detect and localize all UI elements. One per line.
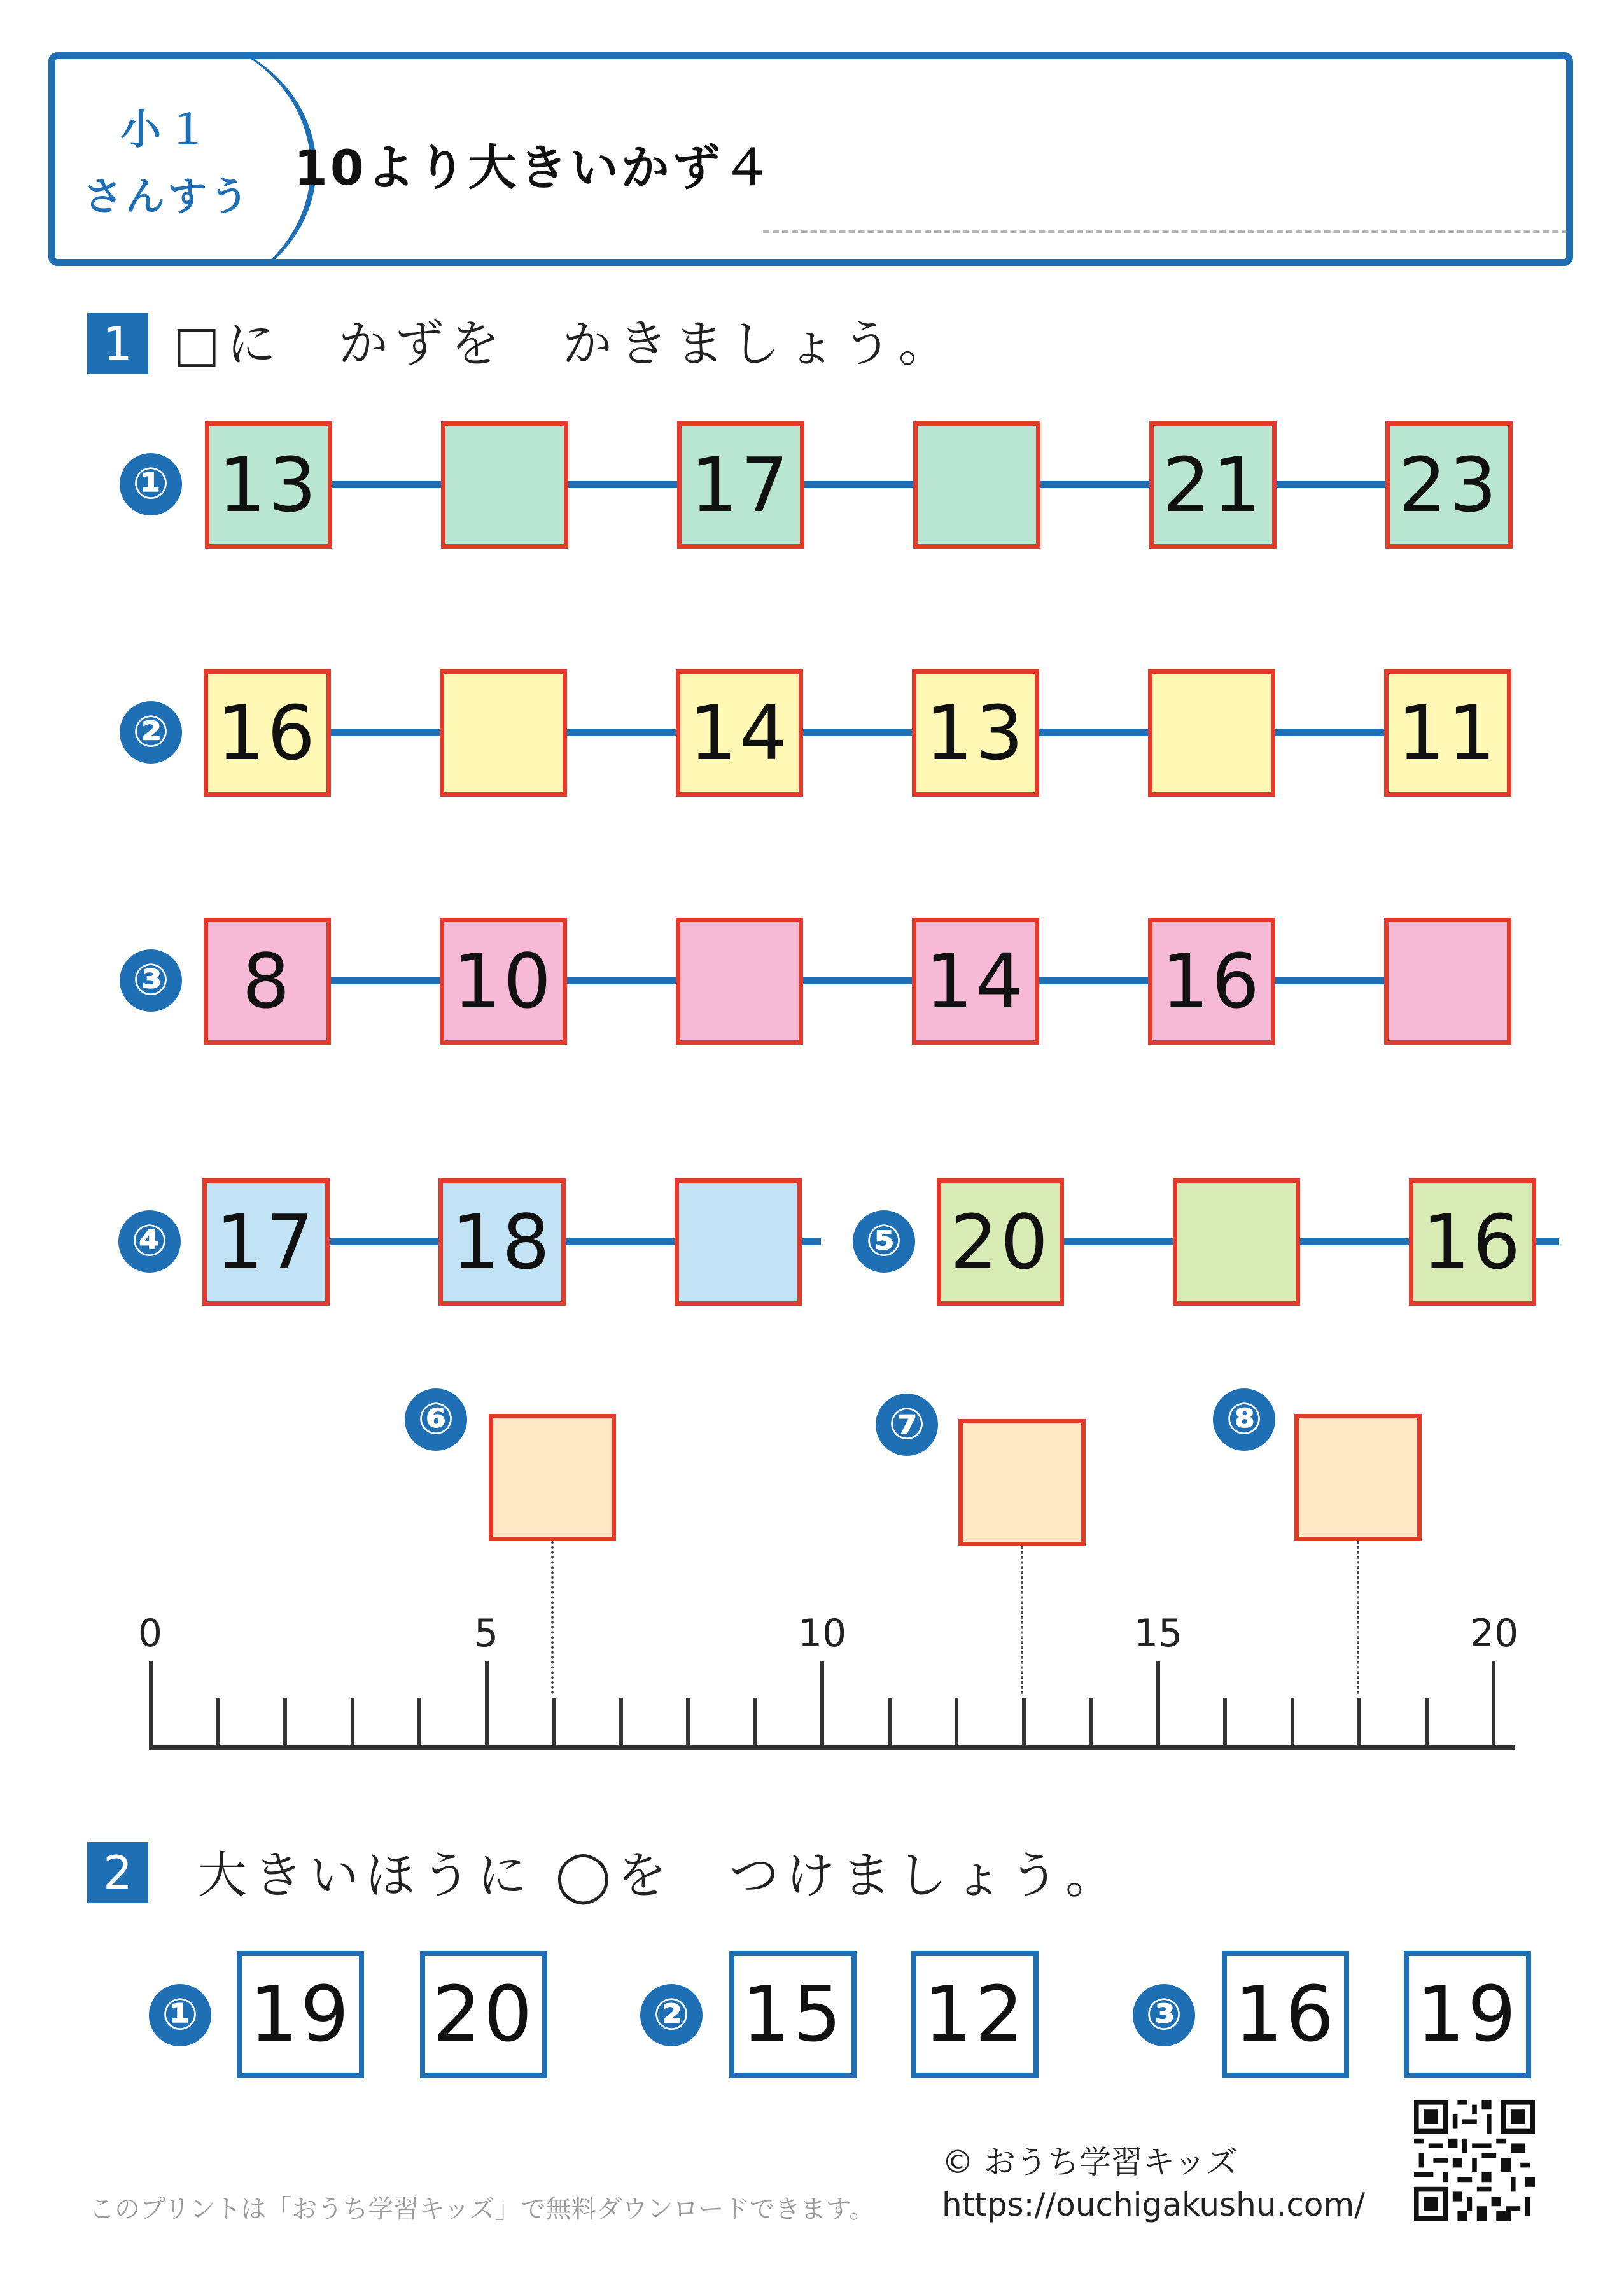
- row-1-cell-5: 21: [1149, 421, 1277, 549]
- number-line-label-10: 10: [797, 1611, 847, 1656]
- worksheet-title: 10より大きいかず４: [294, 139, 774, 196]
- nl-question-6-answer-box[interactable]: [489, 1414, 616, 1541]
- row-2-label: ②: [120, 701, 182, 764]
- row-3-cell-3-answer[interactable]: [676, 918, 803, 1045]
- row-2-cell-6: 11: [1384, 669, 1511, 797]
- number-line-tick-12: [955, 1698, 958, 1747]
- row-3-cell-6-answer[interactable]: [1384, 918, 1511, 1045]
- number-line-label-0: 0: [137, 1611, 163, 1656]
- number-line-axis: [149, 1745, 1515, 1750]
- row-2-cell-2-answer[interactable]: [440, 669, 567, 797]
- row-3-connector-line: [210, 977, 1508, 984]
- row-1-connector-line: [210, 481, 1508, 488]
- row-2-connector-line: [210, 729, 1508, 736]
- row-1-cell-4-answer[interactable]: [913, 421, 1040, 549]
- nl-question-7-label: ⑦: [876, 1394, 938, 1456]
- section-2-number: 2: [87, 1842, 148, 1903]
- section-2-instruction: 大きいほうに ◯を つけましょう。: [197, 1847, 1122, 1904]
- nl-question-6-label: ⑥: [405, 1388, 467, 1451]
- number-line-tick-8: [686, 1698, 690, 1747]
- section-1-instruction: □に かずを かきましょう。: [173, 316, 955, 373]
- pair-1-choice-a[interactable]: 19: [237, 1951, 364, 2078]
- footer-note: このプリントは「おうち学習キッズ」で無料ダウンロードできます。: [89, 2195, 875, 2224]
- pair-3-label: ③: [1133, 1984, 1195, 2046]
- pair-1-label: ①: [149, 1984, 211, 2046]
- row-3-cell-1: 8: [204, 918, 331, 1045]
- row-3-label: ③: [120, 949, 182, 1012]
- number-line-tick-2: [283, 1698, 287, 1747]
- pair-2-choice-b[interactable]: 12: [911, 1951, 1039, 2078]
- qr-code-icon[interactable]: [1414, 2100, 1535, 2221]
- number-line-tick-4: [417, 1698, 421, 1747]
- nl-question-8-label: ⑧: [1213, 1388, 1275, 1451]
- section-1-number: 1: [87, 313, 148, 374]
- number-line-tick-11: [888, 1698, 892, 1747]
- subject-label: さんすう: [83, 173, 251, 220]
- number-line-tick-15: [1156, 1661, 1160, 1747]
- number-line-tick-18: [1357, 1698, 1361, 1747]
- number-line-tick-0: [149, 1661, 153, 1747]
- row-1-label: ①: [120, 453, 182, 515]
- pair-3-choice-b[interactable]: 19: [1404, 1951, 1531, 2078]
- nl-question-7-answer-box[interactable]: [958, 1419, 1086, 1546]
- site-url-link[interactable]: https://ouchigakushu.com/: [942, 2186, 1366, 2223]
- row-2-cell-5-answer[interactable]: [1148, 669, 1275, 797]
- number-line-tick-9: [753, 1698, 757, 1747]
- row-1-cell-6: 23: [1385, 421, 1513, 549]
- nl-question-7-pointer: [1021, 1546, 1023, 1694]
- row-5-cell-3: 16: [1409, 1178, 1536, 1306]
- row-3-cell-4: 14: [912, 918, 1039, 1045]
- number-line-tick-14: [1089, 1698, 1093, 1747]
- pair-3-choice-a[interactable]: 16: [1222, 1951, 1349, 2078]
- nl-question-8-answer-box[interactable]: [1294, 1414, 1422, 1541]
- header-arc-divider: [48, 52, 316, 266]
- number-line-label-15: 15: [1133, 1611, 1183, 1656]
- row-1-cell-2-answer[interactable]: [441, 421, 568, 549]
- row-2-cell-1: 16: [204, 669, 331, 797]
- nl-question-6-pointer: [551, 1541, 554, 1694]
- number-line-tick-3: [351, 1698, 354, 1747]
- row-4-label: ④: [118, 1210, 181, 1273]
- number-line-label-5: 5: [473, 1611, 499, 1656]
- row-1-cell-3: 17: [677, 421, 804, 549]
- row-3-cell-5: 16: [1148, 918, 1275, 1045]
- pair-1-choice-b[interactable]: 20: [420, 1951, 547, 2078]
- name-write-line[interactable]: [763, 230, 1573, 233]
- number-line-tick-1: [216, 1698, 220, 1747]
- number-line-tick-19: [1425, 1698, 1429, 1747]
- number-line-tick-17: [1291, 1698, 1294, 1747]
- row-4-cell-3-answer[interactable]: [675, 1178, 802, 1306]
- number-line-tick-10: [820, 1661, 824, 1747]
- row-1-cell-1: 13: [205, 421, 332, 549]
- number-line-label-20: 20: [1469, 1611, 1519, 1656]
- row-4-cell-2: 18: [438, 1178, 566, 1306]
- grade-label: 小１: [120, 107, 214, 154]
- row-2-cell-3: 14: [676, 669, 803, 797]
- pair-2-choice-a[interactable]: 15: [729, 1951, 857, 2078]
- row-5-label: ⑤: [853, 1210, 915, 1273]
- number-line-tick-16: [1223, 1698, 1227, 1747]
- number-line-tick-13: [1022, 1698, 1026, 1747]
- copyright: © おうち学習キッズ: [942, 2144, 1238, 2181]
- nl-question-8-pointer: [1357, 1541, 1359, 1694]
- row-2-cell-4: 13: [912, 669, 1039, 797]
- worksheet-header: [48, 52, 1573, 266]
- pair-2-label: ②: [640, 1984, 703, 2046]
- number-line-tick-20: [1492, 1661, 1495, 1747]
- row-5-cell-2-answer[interactable]: [1173, 1178, 1300, 1306]
- number-line-tick-6: [552, 1698, 556, 1747]
- number-line-tick-5: [485, 1661, 489, 1747]
- row-4-cell-1: 17: [202, 1178, 330, 1306]
- row-5-cell-1: 20: [937, 1178, 1064, 1306]
- row-3-cell-2: 10: [440, 918, 567, 1045]
- number-line-tick-7: [619, 1698, 623, 1747]
